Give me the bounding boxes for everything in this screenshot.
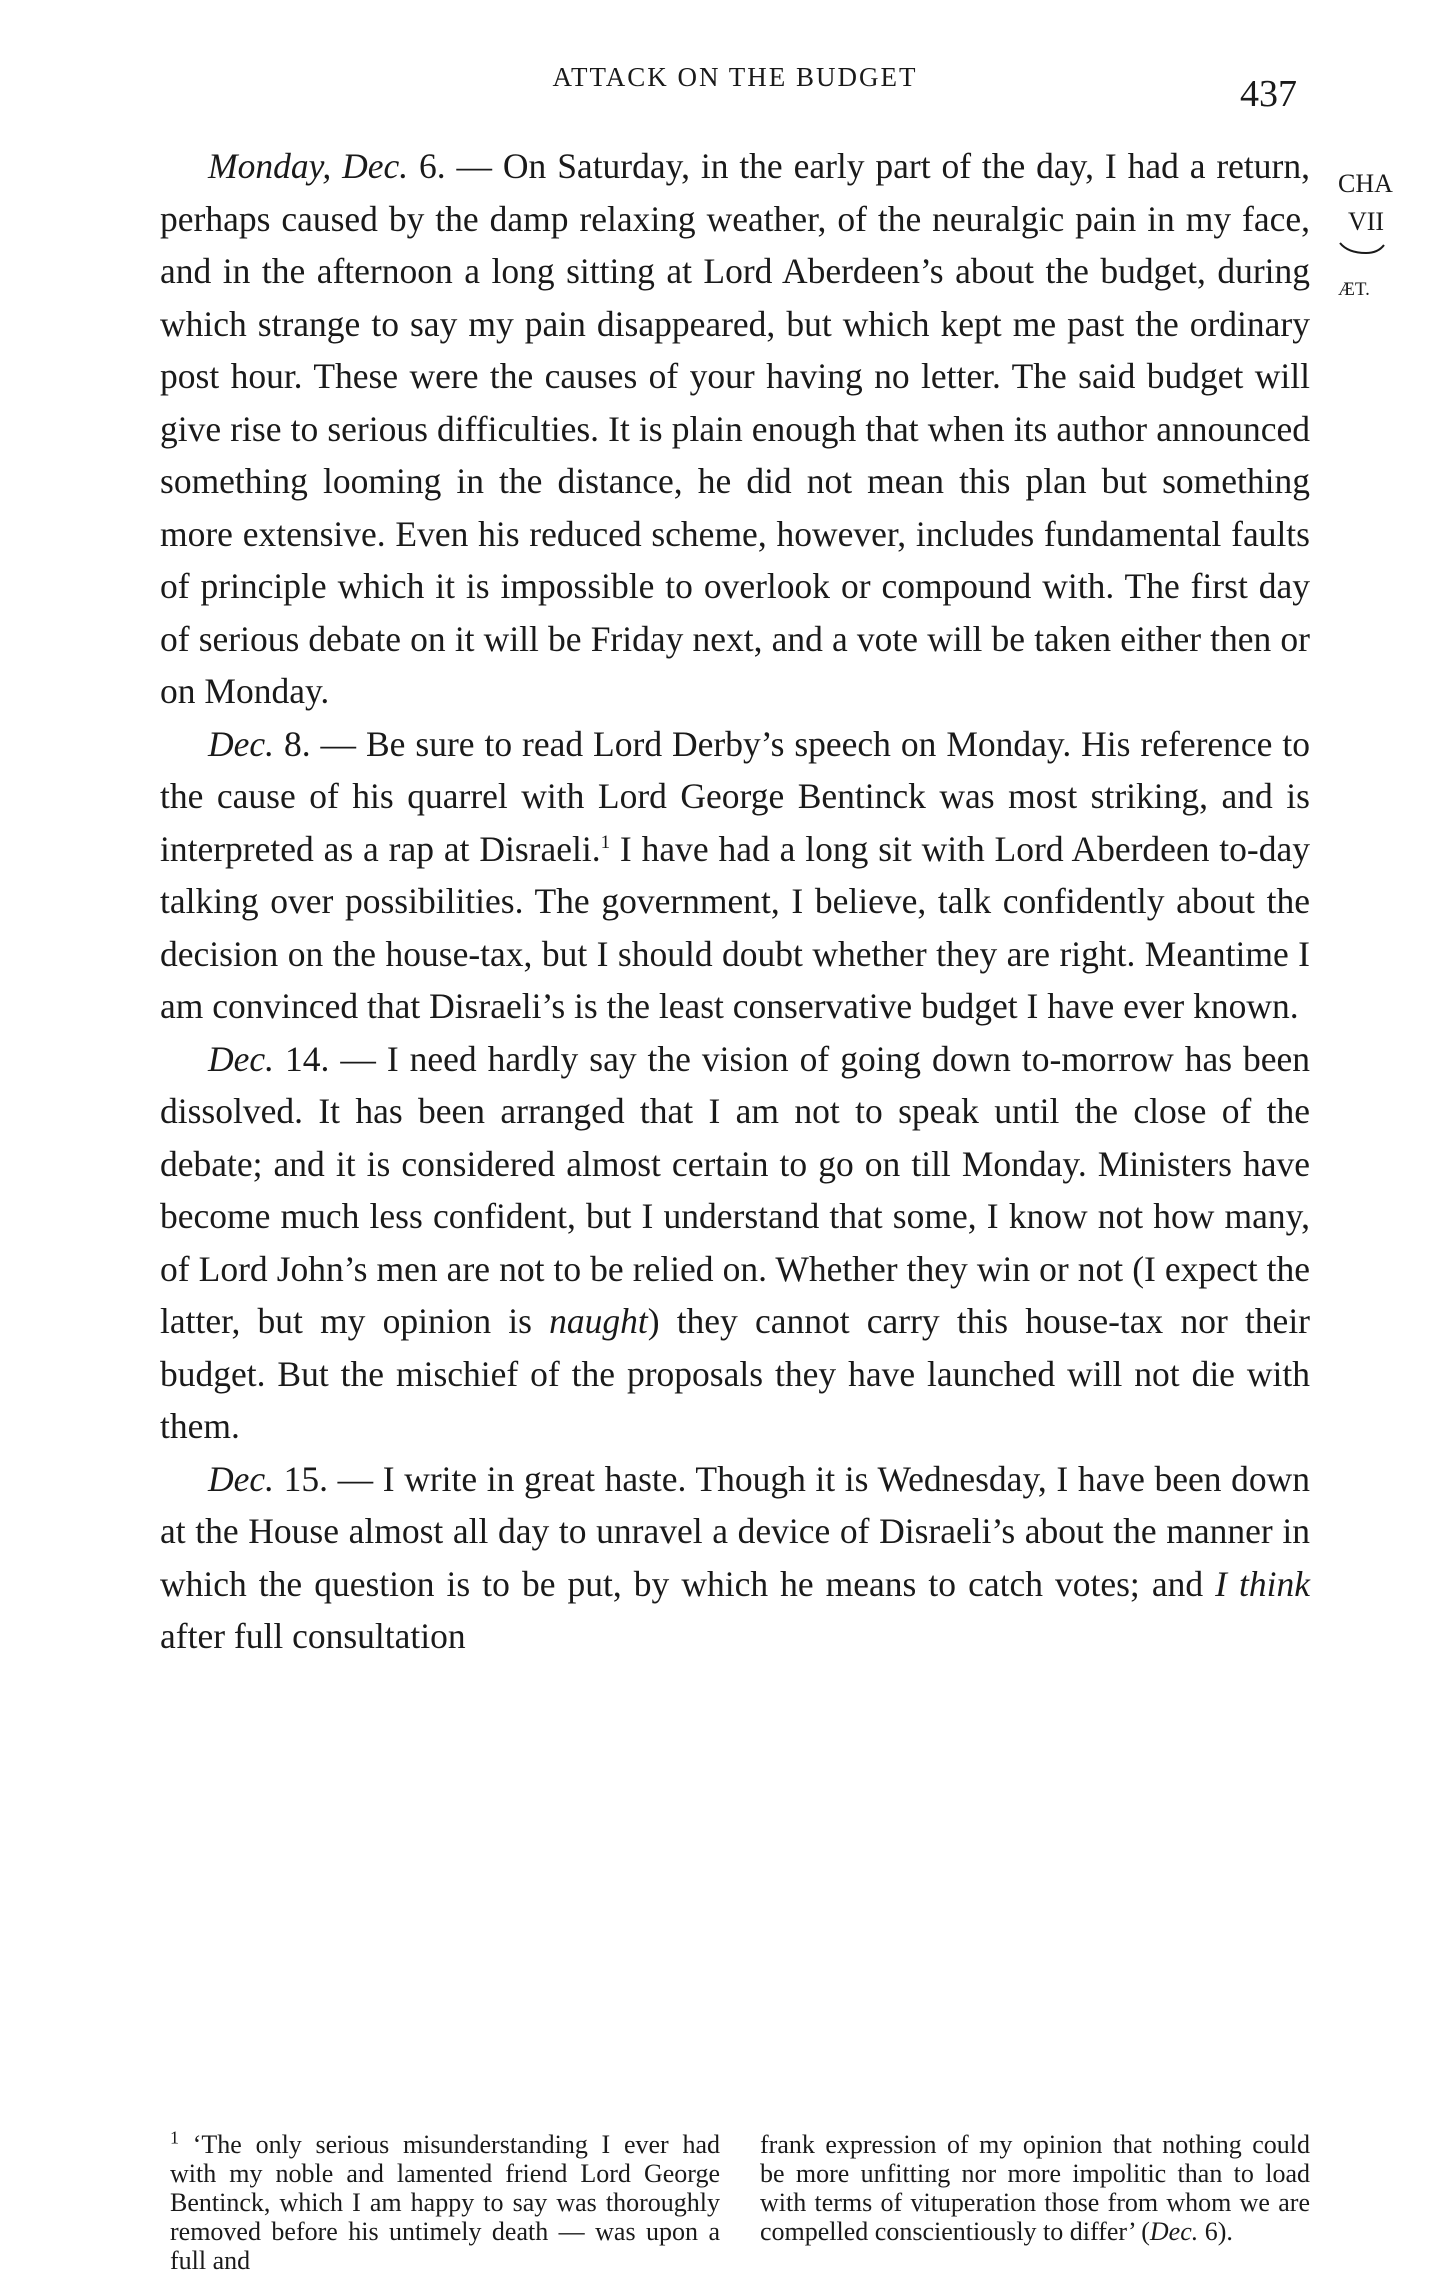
paragraph-dec-8 bbox=[160, 718, 1310, 1033]
paragraph-text: 6. — On Saturday, in the early part of the day, I had a return, perhaps caused by the damp relaxing weather, of the neuralgic pain in my face, and in the afternoon a long sitting at Lord Aberdeen’s about the budget, during which strange to say my pain disappeared, but which kept me past the ordinary post hour. These were the causes of your having no letter. The said budget will give rise to serious difficulties. It is plain enough that when its author announced something looming in the distance, he did not mean this plan but something more extensive. Even his reduced scheme, however, includes fundamental faults of principle which it is impossible to overlook or compound with. The first day of serious debate on it will be Friday next, and a vote will be taken either then or on Monday. bbox=[160, 146, 1310, 711]
running-title: ATTACK ON THE BUDGET bbox=[552, 62, 918, 92]
footnote-area bbox=[170, 2127, 1310, 2275]
dateline: Dec. bbox=[208, 1458, 275, 1499]
paragraph-text-continued: after full consultation bbox=[160, 1616, 466, 1656]
emphasis-text: I think bbox=[1215, 1563, 1310, 1604]
paragraph-text: 15. — I write in great haste. Though it is Wednesday, I have been down at the House almost all day to unravel a device of Disraeli’s about the manner in which the question is to be put, by which he means to catch votes; and bbox=[160, 1458, 1310, 1604]
dateline: Dec. bbox=[208, 1038, 275, 1079]
paragraph-text: 14. — I need hardly say the vision of going down to-morrow has been dissolved. It has been arranged that I am not to speak until the close of the debate; and it is considered almost certain to go on till Monday. Ministers have become much less confident, but I understand that some, I know not how many, of Lord John’s men are not to be relied on. Whether they win or not (I expect the latter, but my opinion is bbox=[160, 1038, 1310, 1341]
dateline: Monday, Dec. bbox=[208, 146, 409, 186]
margin-brace-icon bbox=[1338, 241, 1398, 255]
footnote-column-right bbox=[760, 2130, 1310, 2275]
dateline: Dec. bbox=[208, 723, 275, 764]
page-number: 437 bbox=[1240, 73, 1297, 115]
paragraph-text: 8. — Be sure to read Lord Derby’s speech on Monday. His reference to the cause of his quarrel with Lord George Bentinck was most striking, and is interpreted as a rap at Disraeli. bbox=[160, 723, 1310, 869]
margin-note bbox=[1338, 165, 1430, 309]
margin-age-label: ÆT. bbox=[1338, 279, 1370, 300]
paragraph-dec-6 bbox=[160, 140, 1310, 718]
margin-chapter-number: VII bbox=[1348, 207, 1385, 236]
margin-chapter-label: CHA bbox=[1338, 169, 1393, 198]
footnote-mark: 1 bbox=[170, 2127, 179, 2148]
footnote-column-left bbox=[170, 2127, 720, 2275]
paragraph-dec-14 bbox=[160, 1033, 1310, 1453]
footnote-emphasis: Dec. bbox=[1149, 2217, 1199, 2246]
footnote-text: ‘The only serious misunderstanding I ever had with my noble and lamented friend Lord George Bentinck, which I am happy to say was thoroughly removed before his untimely death — was upon a full and bbox=[170, 2130, 720, 2275]
emphasis-text: naught bbox=[549, 1301, 648, 1341]
paragraph-text-continued: ) they cannot carry this house-tax nor their budget. But the mischief of the proposals they have launched will not die with them. bbox=[160, 1301, 1310, 1446]
paragraph-text-continued: I have had a long sit with Lord Aberdeen to-day talking over possibilities. The government, I believe, talk confidently about the decision on the house-tax, but I should doubt whether they are right. Meantime I am convinced that Disraeli’s is the least conservative budget I have ever known. bbox=[160, 828, 1310, 1026]
footnote-reference: 1 bbox=[600, 831, 611, 853]
footnote-text-end: 6). bbox=[1198, 2217, 1233, 2246]
footnote-text: frank expression of my opinion that nothing could be more unfitting nor more impolitic than to load with terms of vituperation those from whom we are compelled conscientiously to differ’ ( bbox=[760, 2130, 1310, 2246]
body-text bbox=[160, 140, 1310, 1663]
paragraph-dec-15 bbox=[160, 1453, 1310, 1663]
